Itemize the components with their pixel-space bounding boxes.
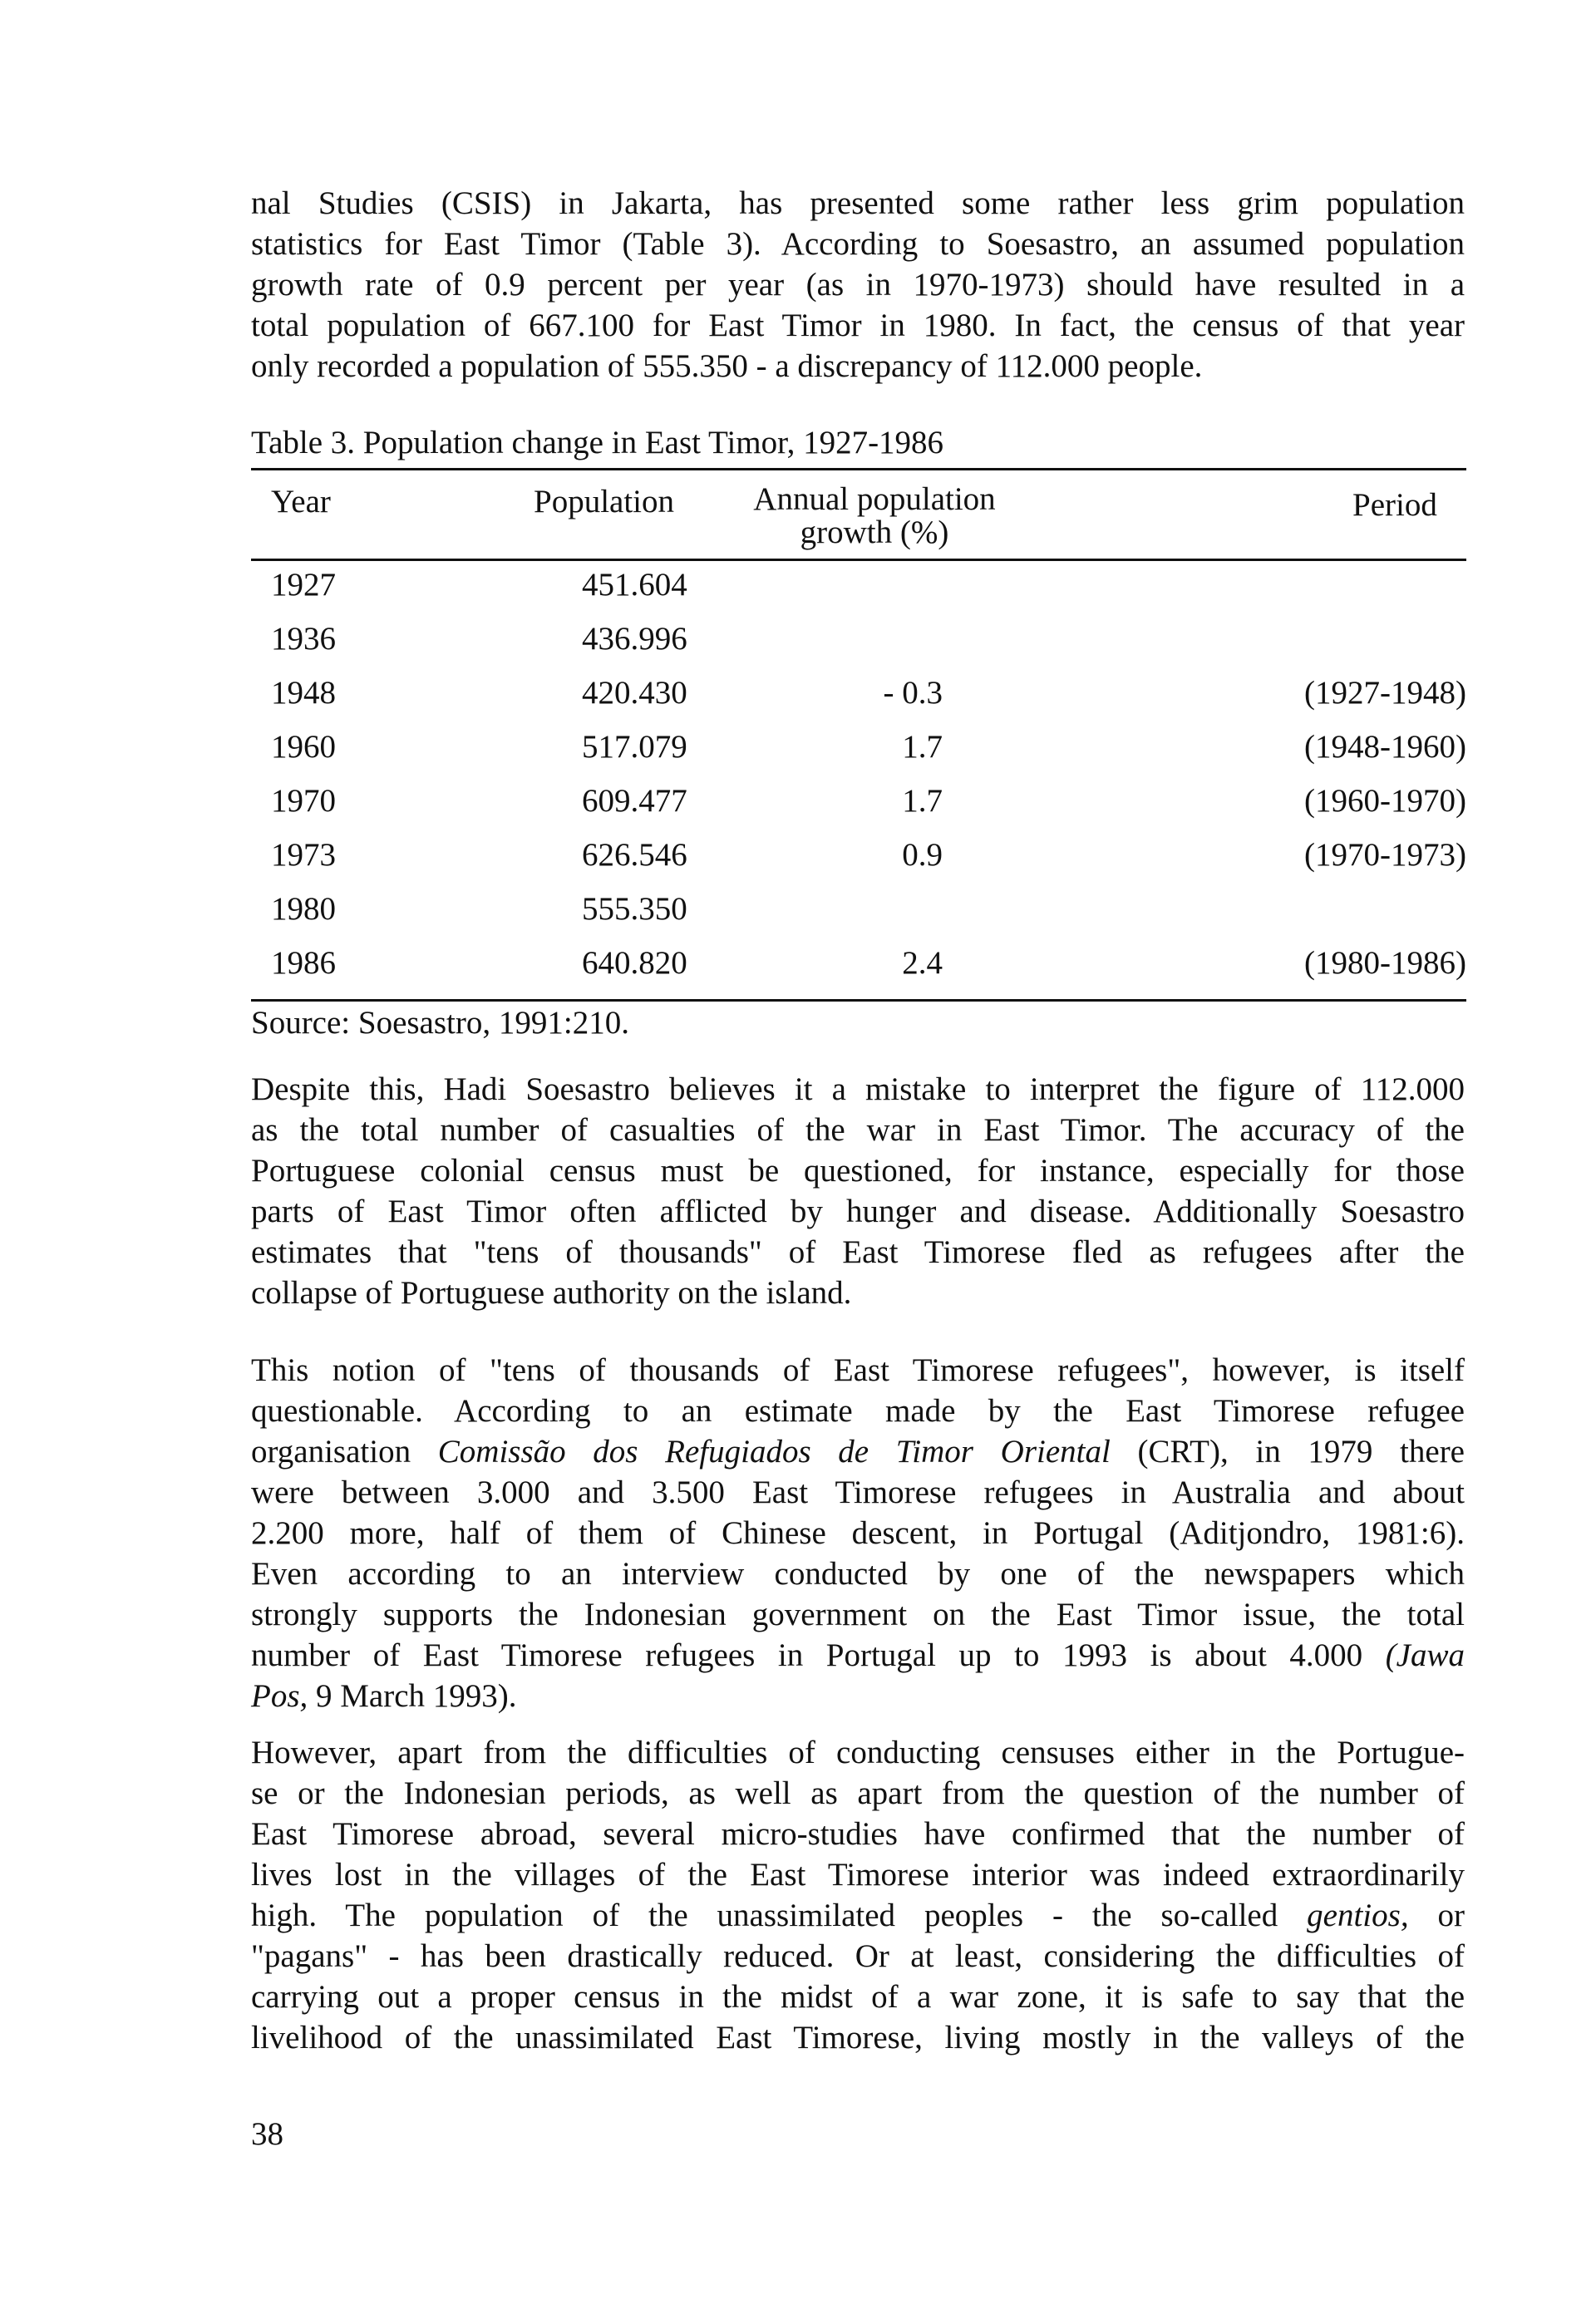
text-line: se or the Indonesian periods, as well as apart from the question of the number of: [251, 1775, 1465, 1811]
table-row: [251, 728, 1466, 766]
text-line: livelihood of the unassimilated East Timorese, living mostly in the valleys of the: [251, 2020, 1465, 2056]
text-line: estimates that "tens of thousands" of East Timorese fled as refugees after the: [251, 1234, 1465, 1270]
page-number: 38: [251, 2116, 283, 2152]
header-year: Year: [271, 484, 331, 519]
cell-year: 1948: [271, 675, 336, 711]
text-line: "pagans" - has been drastically reduced. Or at least, considering the difficulties of: [251, 1938, 1465, 1974]
text-line: [251, 1431, 1465, 1472]
cell-period: (1927-1948): [1304, 675, 1466, 711]
table-row: [251, 944, 1466, 982]
cell-growth: 1.7: [902, 729, 943, 765]
text-segment: 9 March 1993).: [308, 1678, 517, 1714]
text-line: nal Studies (CSIS) in Jakarta, has presented some rather less grim population: [251, 185, 1465, 221]
cell-population: 517.079: [582, 729, 687, 765]
table-row: [251, 566, 1466, 604]
cell-period: (1980-1986): [1304, 945, 1466, 981]
text-line: only recorded a population of 555.350 - a discrepancy of 112.000 people.: [251, 348, 1203, 384]
table-caption: Table 3. Population change in East Timor, 1927-1986: [251, 425, 944, 460]
text-line: However, apart from the difficulties of conducting censuses either in the Portugue-: [251, 1735, 1465, 1770]
header-population: Population: [534, 484, 675, 519]
text-line: growth rate of 0.9 percent per year (as in 1970-1973) should have resulted in a: [251, 267, 1465, 303]
table-row: [251, 836, 1466, 874]
cell-population: 555.350: [582, 891, 687, 927]
header-period: Period: [1352, 487, 1437, 523]
text-line: as the total number of casualties of the war in East Timor. The accuracy of the: [251, 1112, 1465, 1148]
cell-year: 1960: [271, 729, 336, 765]
cell-year: 1927: [271, 567, 336, 603]
text-line: questionable. According to an estimate made by the East Timorese refugee: [251, 1393, 1465, 1429]
cell-period: (1960-1970): [1304, 783, 1466, 819]
cell-population: 609.477: [582, 783, 687, 819]
table-row: [251, 890, 1466, 928]
cell-population: 640.820: [582, 945, 687, 981]
cell-year: 1936: [271, 621, 336, 657]
cell-population: 420.430: [582, 675, 687, 711]
cell-year: 1980: [271, 891, 336, 927]
text-line: This notion of "tens of thousands of East Timorese refugees", however, is itself: [251, 1352, 1465, 1388]
text-line: total population of 667.100 for East Timor in 1980. In fact, the census of that year: [251, 308, 1465, 343]
text-line: East Timorese abroad, several micro-studies have confirmed that the number of: [251, 1816, 1465, 1852]
text-line: Even according to an interview conducted by one of the newspapers which: [251, 1556, 1465, 1592]
header-growth: Annual population growth (%): [753, 481, 996, 550]
text-segment: organisation: [251, 1434, 438, 1470]
italic-citation: (Jawa: [1385, 1637, 1465, 1673]
italic-org-name: Comissão dos Refugiados de Timor Oriental: [437, 1434, 1111, 1470]
text-segment: or: [1408, 1898, 1465, 1933]
text-segment: high. The population of the unassimilated peoples - the so-called: [251, 1898, 1308, 1933]
text-line: [251, 1895, 1465, 1936]
text-line: collapse of Portuguese authority on the island.: [251, 1275, 852, 1311]
population-table: [251, 468, 1466, 1002]
text-line: were between 3.000 and 3.500 East Timorese refugees in Australia and about: [251, 1475, 1465, 1510]
text-segment: number of East Timorese refugees in Portugal up to 1993 is about 4.000: [251, 1637, 1386, 1673]
cell-growth: 1.7: [902, 783, 943, 819]
paragraph-2: [251, 1069, 1465, 1313]
cell-period: (1948-1960): [1304, 729, 1466, 765]
text-segment: (CRT), in 1979 there: [1110, 1434, 1465, 1470]
text-line: carrying out a proper census in the midst of a war zone, it is safe to say that the: [251, 1979, 1465, 2015]
cell-growth: - 0.3: [883, 675, 943, 711]
text-line: strongly supports the Indonesian government on the East Timor issue, the total: [251, 1597, 1465, 1632]
text-line: [251, 1676, 1465, 1716]
text-line: [251, 1635, 1465, 1676]
table-row: [251, 674, 1466, 712]
text-line: statistics for East Timor (Table 3). According to Soesastro, an assumed population: [251, 226, 1465, 262]
table-source: Source: Soesastro, 1991:210.: [251, 1005, 629, 1041]
paragraph-intro: [251, 183, 1465, 386]
text-line: lives lost in the villages of the East Timorese interior was indeed extraordinarily: [251, 1857, 1465, 1893]
cell-population: 436.996: [582, 621, 687, 657]
paragraph-4: [251, 1732, 1465, 2058]
text-line: Portuguese colonial census must be questioned, for instance, especially for those: [251, 1153, 1465, 1189]
cell-growth: 2.4: [902, 945, 943, 981]
italic-term: gentios,: [1307, 1898, 1409, 1933]
cell-year: 1986: [271, 945, 336, 981]
cell-period: (1970-1973): [1304, 837, 1466, 873]
table-row: [251, 620, 1466, 658]
text-line: parts of East Timor often afflicted by hunger and disease. Additionally Soesastro: [251, 1194, 1465, 1229]
cell-population: 451.604: [582, 567, 687, 603]
text-line: Despite this, Hadi Soesastro believes it a mistake to interpret the figure of 112.000: [251, 1071, 1465, 1107]
cell-year: 1970: [271, 783, 336, 819]
cell-year: 1973: [271, 837, 336, 873]
cell-growth: 0.9: [902, 837, 943, 873]
paragraph-3: [251, 1350, 1465, 1716]
italic-citation: Pos,: [251, 1678, 308, 1714]
cell-population: 626.546: [582, 837, 687, 873]
text-line: 2.200 more, half of them of Chinese descent, in Portugal (Aditjondro, 1981:6).: [251, 1515, 1465, 1551]
table-row: [251, 782, 1466, 820]
